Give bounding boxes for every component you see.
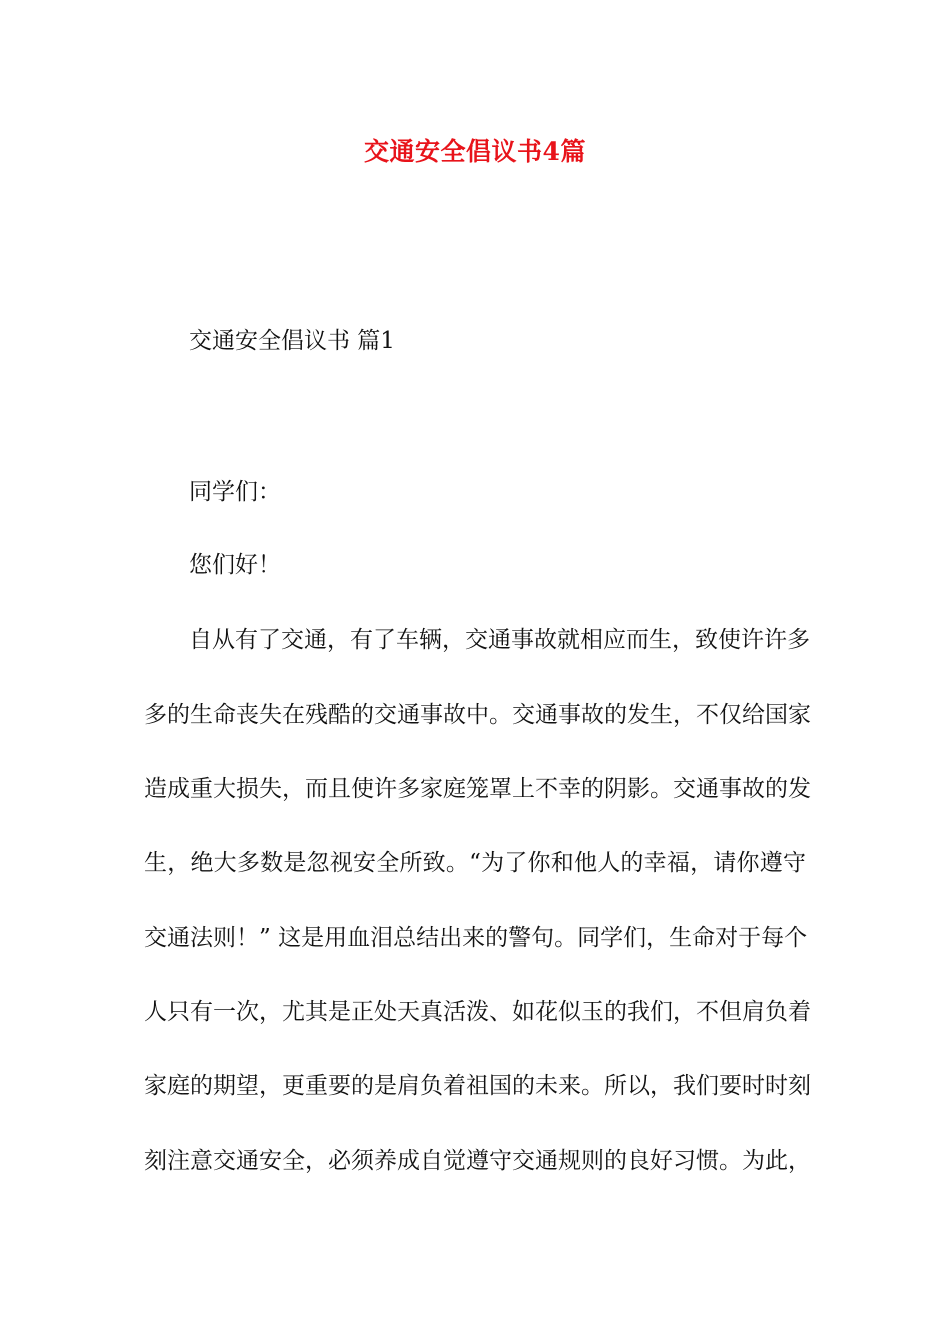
body-line: 家庭的期望，更重要的是肩负着祖国的未来。所以，我们要时时刻 — [144, 1073, 811, 1099]
body-line: 交通法则！” 这是用血泪总结出来的警句。同学们，生命对于每个 — [144, 925, 808, 951]
body-line: 人只有一次，尤其是正处天真活泼、如花似玉的我们，不但肩负着 — [144, 999, 811, 1025]
body-line: 自从有了交通，有了车辆，交通事故就相应而生，致使许许多 — [189, 627, 810, 653]
body-line: 多的生命丧失在残酷的交通事故中。交通事故的发生，不仅给国家 — [144, 702, 811, 728]
salutation: 同学们： — [189, 479, 281, 505]
body-line: 造成重大损失，而且使许多家庭笼罩上不幸的阴影。交通事故的发 — [144, 776, 811, 802]
greeting: 您们好！ — [189, 552, 281, 578]
body-line: 刻注意交通安全，必须养成自觉遵守交通规则的良好习惯。为此， — [144, 1148, 811, 1174]
section-heading: 交通安全倡议书 篇1 — [189, 328, 395, 354]
document-title: 交通安全倡议书4篇 — [364, 137, 586, 166]
body-line: 生，绝大多数是忽视安全所致。“为了你和他人的幸福，请你遵守 — [144, 850, 806, 876]
